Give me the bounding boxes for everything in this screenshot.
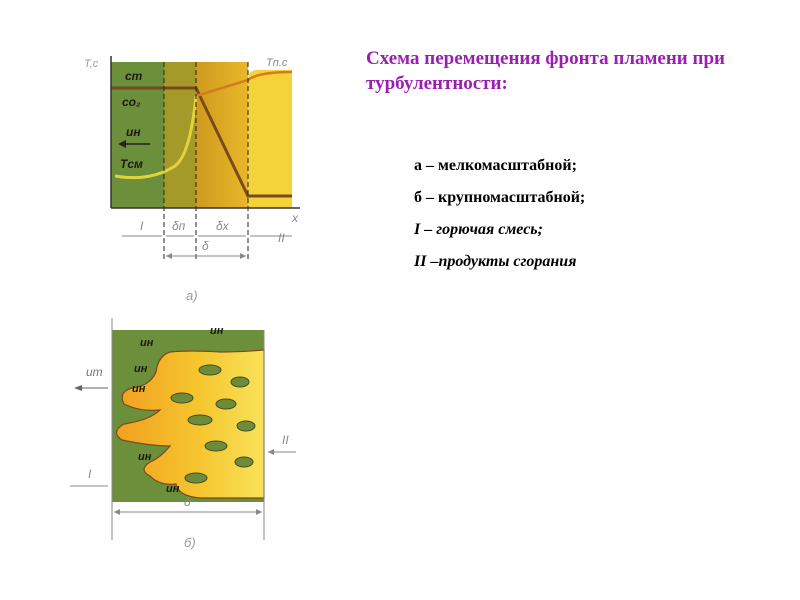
front-thickness-label-a: δ: [202, 239, 209, 253]
preheat-thickness-label: δп: [172, 219, 186, 233]
eddy-3: [171, 393, 193, 403]
legend-item-zone-1: I – горючая смесь;: [414, 221, 543, 238]
zone-2-label-a: II: [278, 231, 285, 245]
dim-delta-arrow-right: [240, 253, 246, 259]
dim-delta-arrow-left: [166, 253, 172, 259]
eddy-7: [205, 441, 227, 451]
products-temperature-label: Tп.с: [266, 57, 288, 69]
eddy-1: [199, 365, 221, 375]
ct-label: cт: [125, 69, 143, 83]
mixture-temperature-label: Tсм: [120, 157, 143, 171]
ut-arrow-head: [74, 385, 82, 391]
un-label-b-1: uн: [140, 337, 154, 349]
zone-1-label-a: I: [140, 219, 144, 233]
caption-a: а): [186, 288, 198, 303]
zone-2-arrow-head-b: [268, 449, 274, 455]
eddy-5: [188, 415, 212, 425]
co2-label: co₂: [122, 95, 141, 109]
zone-2-label-b: II: [282, 433, 289, 447]
x-axis-label: x: [292, 211, 298, 225]
eddy-6: [237, 421, 255, 431]
diagram-a: [84, 56, 300, 303]
reaction-thickness-label: δх: [216, 219, 229, 233]
diagram-b: [70, 318, 296, 550]
un-label-b-2: uн: [210, 325, 224, 337]
eddy-2: [231, 377, 249, 387]
dim-delta-arrow-left-b: [114, 509, 120, 515]
un-label-b-5: uн: [138, 451, 152, 463]
un-label: uн: [126, 125, 141, 139]
eddy-4: [216, 399, 236, 409]
y-axis-label: T,c: [84, 58, 99, 70]
caption-b: б): [184, 535, 196, 550]
zone-1-label-b: I: [88, 467, 92, 481]
front-thickness-label-b: δ: [184, 495, 191, 509]
un-label-b-6: uн: [166, 483, 180, 495]
ut-label: uт: [86, 365, 103, 379]
reaction-zone: [196, 62, 248, 208]
eddy-9: [185, 473, 207, 483]
dim-delta-arrow-right-b: [256, 509, 262, 515]
un-label-b-4: uн: [132, 383, 146, 395]
eddy-8: [235, 457, 253, 467]
legend-item-b: б – крупномасштабной;: [414, 189, 586, 206]
legend-item-zone-2: II –продукты сгорания: [414, 253, 577, 270]
slide-title: Схема перемещения фронта пламени при турбулентности:: [366, 48, 725, 94]
legend-item-a: а – мелкомасштабной;: [414, 157, 577, 174]
un-label-b-3: uн: [134, 363, 148, 375]
products-zone-a: [248, 80, 292, 208]
